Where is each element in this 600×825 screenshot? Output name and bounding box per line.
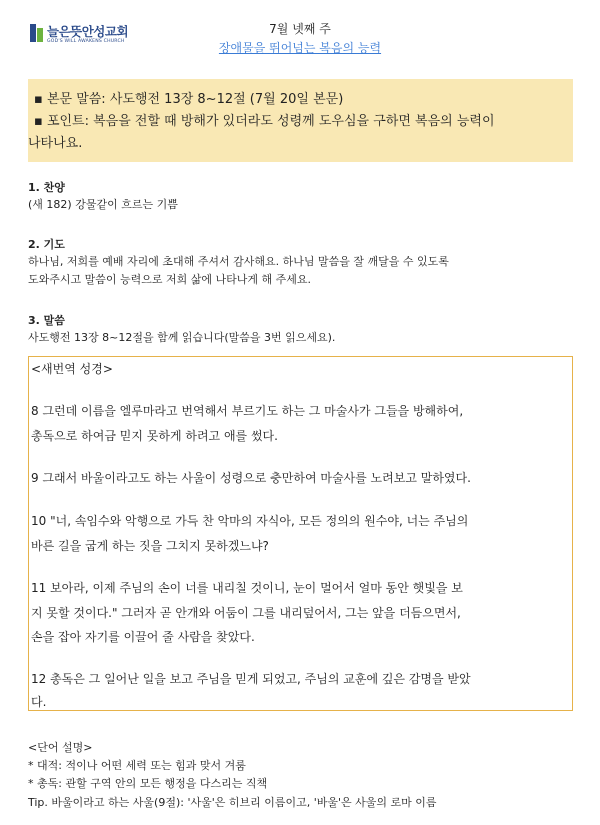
week-label: 7월 넷째 주 [269, 22, 331, 36]
verse-12-line-2: 다. [31, 695, 47, 709]
summary-box [28, 79, 573, 162]
scripture-text-line: ▪ 본문 말씀: 사도행전 13장 8~12절 (7월 20일 본문) [34, 92, 344, 107]
verse-8-line-2: 총독으로 하여금 믿지 못하게 하려고 애를 썼다. [31, 429, 278, 443]
point-line-1: ▪ 포인트: 복음을 전할 때 방해가 있더라도 성령께 도우심을 구하면 복음의 능력이 [34, 114, 495, 129]
glossary-tip: Tip. 바울이라고 하는 사울(9절): '사울'은 히브리 이름이고, '바울'은 사울의 로마 이름 [28, 796, 437, 809]
page-title: 장애물을 뛰어넘는 복음의 능력 [218, 41, 382, 55]
prayer-line-1: 하나님, 저희를 예배 자리에 초대해 주셔서 감사해요. 하나님 말씀을 잘 깨달을 수 있도록 [28, 255, 449, 268]
glossary-item: * 총독: 관할 구역 안의 모든 행정을 다스리는 직책 [28, 777, 268, 790]
verse-9: 9 그래서 바울이라고도 하는 사울이 성령으로 충만하여 마술사를 노려보고 말하였다. [31, 471, 471, 485]
church-logo-name: 늘은뜻안성교회 [47, 24, 129, 39]
word-text: 사도행전 13장 8~12절을 함께 읽습니다(말씀을 3번 읽으세요). [28, 331, 336, 344]
bible-passage-box [28, 356, 573, 711]
bible-version-label: <새번역 성경> [31, 362, 113, 376]
praise-heading: 1. 찬양 [28, 181, 65, 194]
verse-12-line-1: 12 총독은 그 일어난 일을 보고 주님을 믿게 되었고, 주님의 교훈에 깊은 감명을 받았 [31, 672, 471, 686]
praise-text: (새 182) 강물같이 흐르는 기쁨 [28, 198, 178, 211]
verse-11-line-3: 손을 잡아 자기를 이끌어 줄 사람을 찾았다. [31, 630, 255, 644]
church-logo-subtitle: GOD'S WILL AWAKENS CHURCH [47, 39, 125, 44]
glossary-heading: <단어 설명> [28, 741, 93, 754]
verse-10-line-2: 바른 길을 굽게 하는 짓을 그치지 못하겠느냐? [31, 539, 269, 553]
verse-11-line-2: 지 못할 것이다." 그러자 곧 안개와 어둠이 그를 내리덮어서, 그는 앞을 더듬으면서, [31, 606, 461, 620]
glossary-item: * 대적: 적이나 어떤 세력 또는 힘과 맞서 겨룸 [28, 759, 246, 772]
prayer-line-2: 도와주시고 말씀이 능력으로 저희 삶에 나타나게 해 주세요. [28, 273, 311, 286]
verse-8-line-1: 8 그런데 이름을 엘루마라고 번역해서 부르기도 하는 그 마술사가 그들을 방해하여, [31, 404, 464, 418]
point-line-2: 나타나요. [28, 136, 83, 151]
verse-11-line-1: 11 보아라, 이제 주님의 손이 너를 내리칠 것이니, 눈이 멀어서 얼마 동안 햇빛을 보 [31, 581, 463, 595]
prayer-heading: 2. 기도 [28, 238, 65, 251]
word-heading: 3. 말씀 [28, 314, 65, 327]
verse-10-line-1: 10 "너, 속임수와 악행으로 가득 찬 악마의 자식아, 모든 정의의 원수야, 너는 주님의 [31, 514, 469, 528]
